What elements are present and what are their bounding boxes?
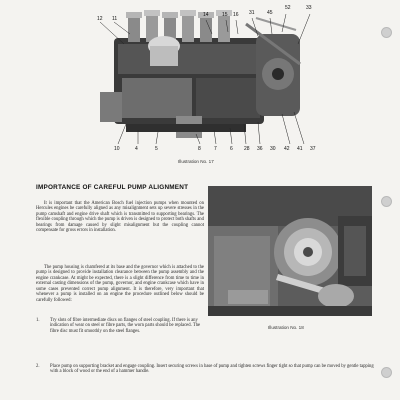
callout-15: 15 [222,12,228,18]
callout-33: 33 [306,5,312,11]
callout-10: 10 [114,146,120,152]
callout-14: 14 [203,12,209,18]
callout-30: 30 [270,146,276,152]
callout-42: 42 [284,146,290,152]
illustration-17-caption: Illustration No. 17 [178,159,214,164]
section-heading: IMPORTANCE OF CAREFUL PUMP ALIGNMENT [36,184,189,191]
callout-45: 45 [267,10,273,16]
callout-5: 5 [155,146,158,152]
callout-16: 16 [233,12,239,18]
pump-coupling-image [208,186,372,316]
callout-4: 4 [135,146,138,152]
step-2 [36,364,378,394]
punch-hole-top [381,27,392,38]
callout-11: 11 [112,16,118,22]
illustration-17-photo [86,4,318,152]
callout-7: 7 [214,146,217,152]
step-1-text: Try slots of fibre intermediate discs on flanges of steel coupling. If there is any indication of wear on steel or fibre parts, the worn parts should be replaced. The fibre disc must fit smoothly on the steel flanges. [50,318,201,334]
callout-12: 12 [97,16,103,22]
step-2-text: Place pump on supporting bracket and engage coupling. Insert securing screws in base of pump and tighten screws finger tight so that pump can be moved by gentle tapping with a block of wood or the end of a hammer handle. [50,364,374,375]
callout-52: 52 [285,5,291,11]
punch-hole-bottom [381,367,392,378]
fuel-pump-image [86,4,318,152]
callout-28: 28 [244,146,250,152]
callout-8: 8 [198,146,201,152]
illustration-18-photo [208,186,372,316]
callout-37: 37 [310,146,316,152]
step-2-number: 2. [36,364,40,369]
callout-6: 6 [230,146,233,152]
step-1-number: 1. [36,318,40,323]
paragraph-1: It is important that the American Bosch fuel injection pumps when mounted on Hercules engines be carefully aligned as any misalignment sets up severe stresses in the pump camshaft and engine drive shaft which is transmitted to supporting bearings. The flexible coupling through which the pump is driven is designed to protect both shafts and bearings from damage caused by slight misalignment but the coupling cannot compensate for gross errors in installation. [36,201,204,234]
paragraph-2: The pump housing is chamfered at its base and the governor which is attached to the pump is designed to provide installation clearance between the pump assembly and the engine crankcase. At might be expected, there is a slight difference from time to time in external casting dimensions of the pump, governor, and engine crankcase which have in some cases prevented correct pump alignment. It is therefore, very important that whenever a pump is installed on an engine the procedure outlined below should be carefully followed: [36,265,204,303]
illustration-18-caption: Illustration No. 18 [268,325,304,330]
punch-hole-middle [381,196,392,207]
callout-41: 41 [297,146,303,152]
callout-31: 31 [249,10,255,16]
callout-36: 36 [257,146,263,152]
step-1 [36,318,206,356]
